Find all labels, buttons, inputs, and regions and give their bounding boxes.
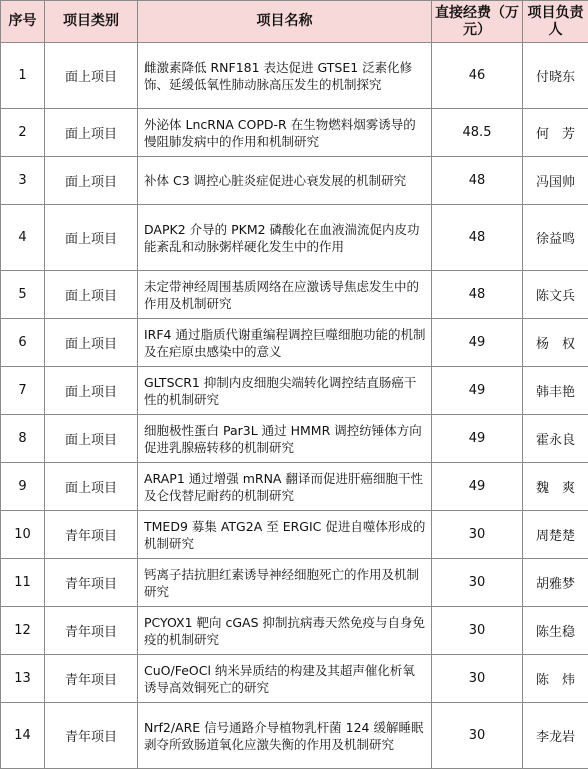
cell-index: 1 (1, 43, 45, 109)
table-row (1, 415, 588, 463)
cell-funding: 49 (432, 463, 523, 511)
table-row (1, 43, 588, 109)
cell-funding: 48.5 (432, 109, 523, 157)
header-lead: 项目负责人 (523, 1, 588, 43)
cell-funding: 49 (432, 367, 523, 415)
cell-name: 雌激素降低 RNF181 表达促进 GTSE1 泛素化修饰、延缓低氧性肺动脉高压发生的机制探究 (138, 43, 432, 109)
cell-name: DAPK2 介导的 PKM2 磷酸化在血液湍流促内皮功能紊乱和动脉粥样硬化发生中的作用 (138, 205, 432, 271)
cell-name: PCYOX1 靶向 cGAS 抑制抗病毒天然免疫与自身免疫的机制研究 (138, 607, 432, 655)
cell-lead: 韩丰艳 (523, 367, 588, 415)
cell-index: 7 (1, 367, 45, 415)
cell-funding: 48 (432, 271, 523, 319)
cell-name: TMED9 募集 ATG2A 至 ERGIC 促进自噬体形成的机制研究 (138, 511, 432, 559)
cell-lead: 徐益鸣 (523, 205, 588, 271)
cell-category: 面上项目 (45, 319, 138, 367)
header-row (1, 1, 588, 43)
cell-funding: 30 (432, 559, 523, 607)
table-row (1, 205, 588, 271)
cell-name: GLTSCR1 抑制内皮细胞尖端转化调控结直肠癌干性的机制研究 (138, 367, 432, 415)
cell-index: 10 (1, 511, 45, 559)
cell-name: 钙离子拮抗胆红素诱导神经细胞死亡的作用及机制研究 (138, 559, 432, 607)
cell-lead: 陈 炜 (523, 655, 588, 703)
cell-index: 11 (1, 559, 45, 607)
table-row (1, 655, 588, 703)
cell-index: 14 (1, 703, 45, 769)
cell-funding: 49 (432, 319, 523, 367)
cell-name: ARAP1 通过增强 mRNA 翻译而促进肝癌细胞干性及仑伐替尼耐药的机制研究 (138, 463, 432, 511)
cell-funding: 30 (432, 703, 523, 769)
cell-category: 面上项目 (45, 205, 138, 271)
cell-name: 外泌体 LncRNA COPD-R 在生物燃料烟雾诱导的慢阻肺发病中的作用和机制研究 (138, 109, 432, 157)
header-index: 序号 (1, 1, 45, 43)
cell-funding: 30 (432, 511, 523, 559)
table-row (1, 559, 588, 607)
cell-funding: 48 (432, 205, 523, 271)
cell-funding: 46 (432, 43, 523, 109)
cell-lead: 冯国帅 (523, 157, 588, 205)
cell-name: Nrf2/ARE 信号通路介导植物乳杆菌 124 缓解睡眠剥夺所致肠道氧化应激失衡的作用及机制研究 (138, 703, 432, 769)
cell-category: 青年项目 (45, 607, 138, 655)
table-row (1, 463, 588, 511)
cell-funding: 48 (432, 157, 523, 205)
table-row (1, 703, 588, 769)
cell-index: 3 (1, 157, 45, 205)
cell-category: 面上项目 (45, 367, 138, 415)
cell-name: 细胞极性蛋白 Par3L 通过 HMMR 调控纺锤体方向促进乳腺癌转移的机制研究 (138, 415, 432, 463)
table-row (1, 109, 588, 157)
cell-lead: 付晓东 (523, 43, 588, 109)
cell-lead: 胡雅梦 (523, 559, 588, 607)
cell-lead: 陈生稳 (523, 607, 588, 655)
cell-category: 面上项目 (45, 463, 138, 511)
table-row (1, 367, 588, 415)
cell-name: IRF4 通过脂质代谢重编程调控巨噬细胞功能的机制及在疟原虫感染中的意义 (138, 319, 432, 367)
cell-category: 青年项目 (45, 703, 138, 769)
cell-index: 6 (1, 319, 45, 367)
table-row (1, 607, 588, 655)
cell-name: 补体 C3 调控心脏炎症促进心衰发展的机制研究 (138, 157, 432, 205)
cell-lead: 李龙岩 (523, 703, 588, 769)
cell-index: 12 (1, 607, 45, 655)
cell-index: 4 (1, 205, 45, 271)
cell-funding: 49 (432, 415, 523, 463)
cell-category: 面上项目 (45, 109, 138, 157)
cell-category: 青年项目 (45, 511, 138, 559)
cell-lead: 魏 爽 (523, 463, 588, 511)
cell-lead: 霍永良 (523, 415, 588, 463)
cell-lead: 陈文兵 (523, 271, 588, 319)
cell-lead: 何 芳 (523, 109, 588, 157)
table-row (1, 319, 588, 367)
header-name: 项目名称 (138, 1, 432, 43)
cell-index: 5 (1, 271, 45, 319)
cell-category: 青年项目 (45, 559, 138, 607)
table-row (1, 511, 588, 559)
cell-lead: 杨 权 (523, 319, 588, 367)
cell-index: 13 (1, 655, 45, 703)
header-funding: 直接经费（万元） (432, 1, 523, 43)
table-row (1, 271, 588, 319)
cell-category: 面上项目 (45, 157, 138, 205)
header-category: 项目类别 (45, 1, 138, 43)
cell-funding: 30 (432, 655, 523, 703)
table-row (1, 157, 588, 205)
cell-index: 2 (1, 109, 45, 157)
cell-name: CuO/FeOCl 纳米异质结的构建及其超声催化析氧诱导高效铜死亡的研究 (138, 655, 432, 703)
cell-index: 8 (1, 415, 45, 463)
cell-category: 面上项目 (45, 271, 138, 319)
cell-category: 青年项目 (45, 655, 138, 703)
cell-category: 面上项目 (45, 43, 138, 109)
cell-category: 面上项目 (45, 415, 138, 463)
cell-lead: 周楚楚 (523, 511, 588, 559)
cell-name: 未定带神经周围基质网络在应激诱导焦虑发生中的作用及机制研究 (138, 271, 432, 319)
cell-funding: 30 (432, 607, 523, 655)
cell-index: 9 (1, 463, 45, 511)
